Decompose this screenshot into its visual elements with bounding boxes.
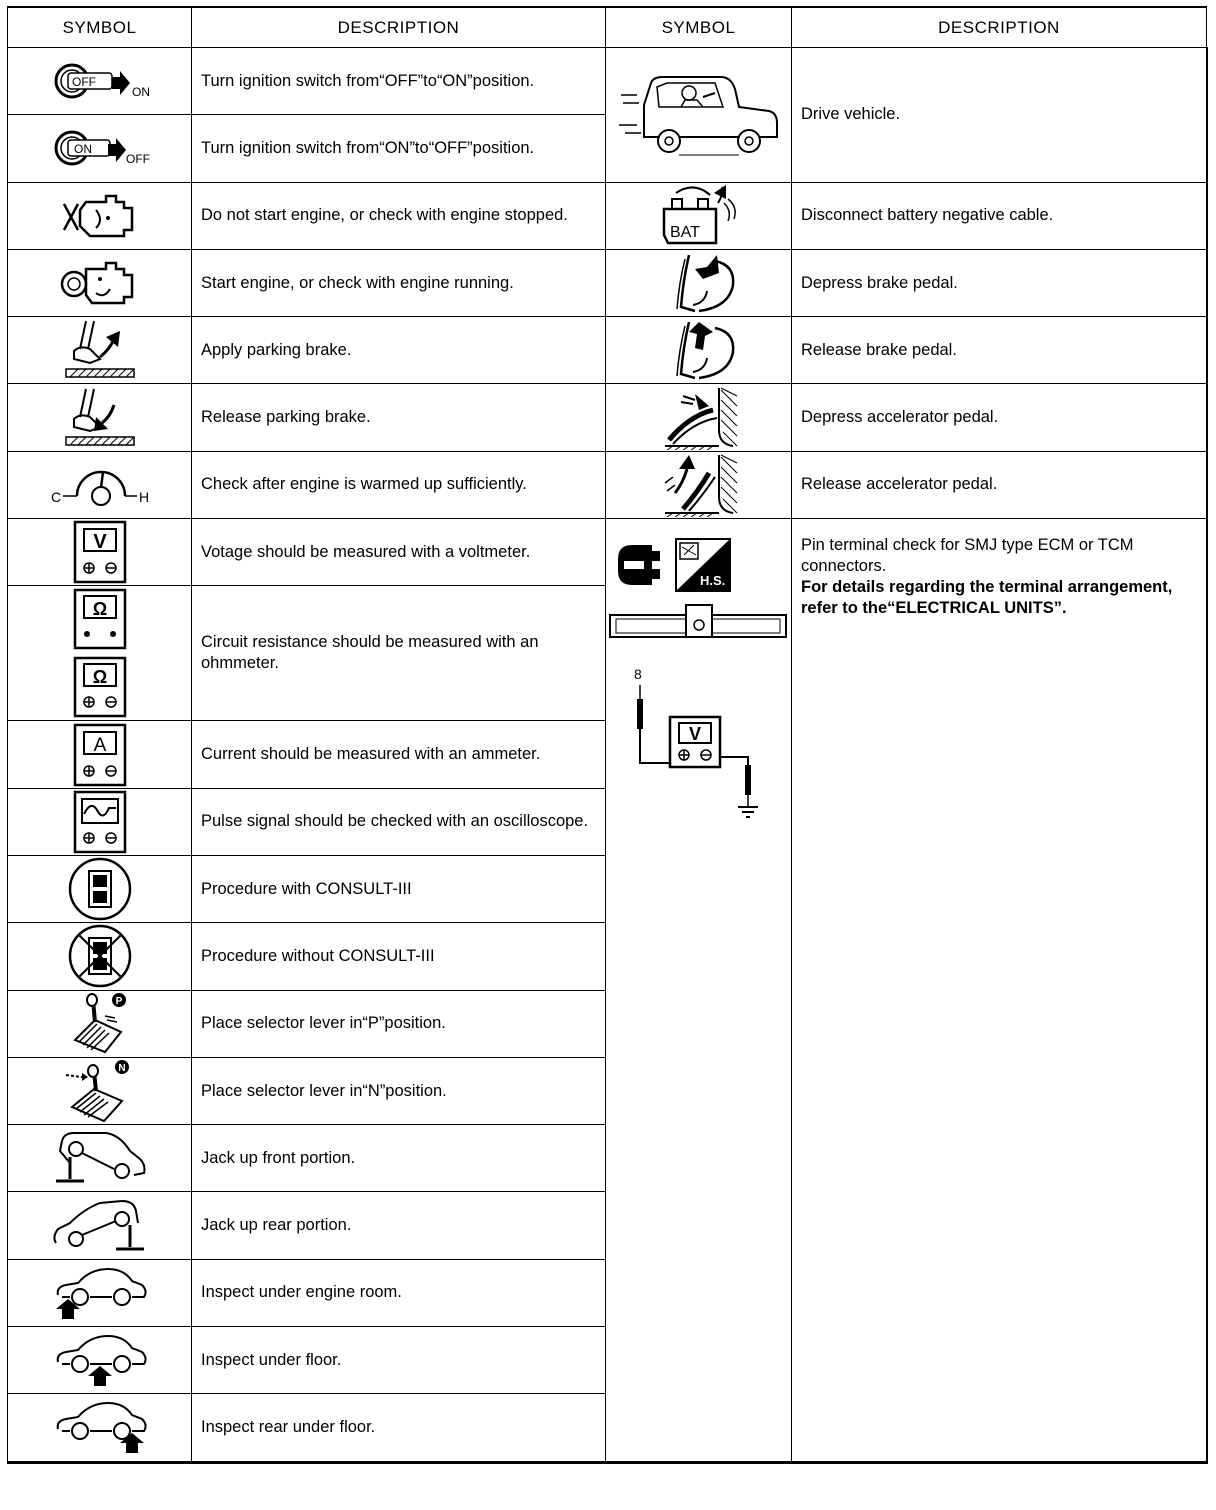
- svg-text:N: N: [117, 1063, 126, 1074]
- battery-icon: [606, 182, 792, 249]
- ignition-off-to-on-icon: [8, 48, 192, 115]
- consult-icon: [8, 855, 192, 922]
- table-row: [8, 182, 1207, 249]
- apply-parking-brake-icon: [8, 317, 192, 384]
- table-row: [8, 249, 1207, 316]
- engine-running-icon: [8, 249, 192, 316]
- drive-vehicle-icon: [606, 48, 792, 183]
- selector-p-icon: [8, 990, 192, 1057]
- engine-stopped-icon: [8, 182, 192, 249]
- temperature-gauge-icon: [8, 451, 192, 518]
- pin-check-description: [792, 519, 1207, 1463]
- svg-text:Ω: Ω: [92, 667, 107, 688]
- left-desc-4: Start engine, or check with engine running.: [192, 249, 606, 316]
- svg-text:8: 8: [633, 666, 642, 683]
- right-desc-6: Release accelerator pedal.: [792, 451, 1207, 518]
- jack-front-icon: [8, 1125, 192, 1192]
- pin-check-text: Pin terminal check for SMJ type ECM or TCM connectors.: [801, 536, 1134, 576]
- left-desc-7: Check after engine is warmed up sufficiently.: [192, 451, 606, 518]
- left-desc-10: Current should be measured with an ammeter.: [192, 721, 606, 788]
- left-desc-3: Do not start engine, or check with engine stopped.: [192, 182, 606, 249]
- right-desc-5: Depress accelerator pedal.: [792, 384, 1207, 451]
- left-desc-17: Jack up rear portion.: [192, 1192, 606, 1259]
- voltmeter-icon: [8, 519, 192, 586]
- left-desc-13: Procedure without CONSULT-III: [192, 923, 606, 990]
- svg-text:H.S.: H.S.: [699, 573, 725, 589]
- pin-check-bold-text: For details regarding the terminal arrangement, refer to the“ELECTRICAL UNITS”.: [801, 578, 1173, 618]
- table-row: [8, 48, 1207, 115]
- svg-text:V: V: [92, 531, 107, 554]
- left-desc-12: Procedure with CONSULT-III: [192, 855, 606, 922]
- right-desc-3: Depress brake pedal.: [792, 249, 1207, 316]
- jack-rear-icon: [8, 1192, 192, 1259]
- header-symbol-right: SYMBOL: [606, 7, 792, 48]
- header-description-right: DESCRIPTION: [792, 7, 1207, 48]
- svg-text:OFF: OFF: [71, 75, 96, 90]
- left-desc-8: Votage should be measured with a voltmeter.: [192, 519, 606, 586]
- inspect-floor-icon: [8, 1327, 192, 1394]
- svg-text:BAT: BAT: [669, 223, 700, 241]
- pin-terminal-check-icon: [606, 519, 792, 1463]
- left-desc-14: Place selector lever in“P”position.: [192, 990, 606, 1057]
- release-parking-brake-icon: [8, 384, 192, 451]
- left-desc-11: Pulse signal should be checked with an oscilloscope.: [192, 788, 606, 855]
- inspect-engine-room-icon: [8, 1259, 192, 1326]
- release-brake-icon: [606, 317, 792, 384]
- svg-text:ON: ON: [73, 142, 92, 157]
- table-row: [8, 451, 1207, 518]
- inspect-rear-floor-icon: [8, 1394, 192, 1462]
- depress-brake-icon: [606, 249, 792, 316]
- left-desc-15: Place selector lever in“N”position.: [192, 1057, 606, 1124]
- left-desc-2: Turn ignition switch from“ON”to“OFF”position.: [192, 115, 606, 182]
- ignition-on-to-off-icon: [8, 115, 192, 182]
- svg-text:V: V: [688, 724, 701, 745]
- depress-accelerator-icon: [606, 384, 792, 451]
- table-row: [8, 519, 1207, 586]
- selector-n-icon: [8, 1057, 192, 1124]
- left-desc-16: Jack up front portion.: [192, 1125, 606, 1192]
- symbol-table: [7, 6, 1208, 1464]
- left-desc-20: Inspect rear under floor.: [192, 1394, 606, 1462]
- release-accelerator-icon: [606, 451, 792, 518]
- ohmmeter-icon: [8, 586, 192, 721]
- table-row: [8, 384, 1207, 451]
- left-desc-9: Circuit resistance should be measured with an ohmmeter.: [192, 586, 606, 721]
- svg-text:OFF: OFF: [125, 152, 150, 167]
- left-desc-6: Release parking brake.: [192, 384, 606, 451]
- header-description-left: DESCRIPTION: [192, 7, 606, 48]
- table-row: [8, 317, 1207, 384]
- left-desc-18: Inspect under engine room.: [192, 1259, 606, 1326]
- no-consult-icon: [8, 923, 192, 990]
- svg-text:A: A: [93, 734, 106, 756]
- svg-text:H: H: [138, 488, 149, 505]
- svg-text:ON: ON: [131, 85, 150, 100]
- left-desc-19: Inspect under floor.: [192, 1327, 606, 1394]
- oscilloscope-icon: [8, 788, 192, 855]
- left-desc-1: Turn ignition switch from“OFF”to“ON”position.: [192, 48, 606, 115]
- svg-text:P: P: [115, 995, 122, 1007]
- right-desc-4: Release brake pedal.: [792, 317, 1207, 384]
- header-symbol-left: SYMBOL: [8, 7, 192, 48]
- ammeter-icon: [8, 721, 192, 788]
- header-row: [8, 7, 1207, 48]
- svg-text:C: C: [50, 488, 61, 505]
- left-desc-5: Apply parking brake.: [192, 317, 606, 384]
- right-desc-1: Drive vehicle.: [792, 48, 1207, 183]
- svg-text:Ω: Ω: [92, 599, 107, 620]
- right-desc-2: Disconnect battery negative cable.: [792, 182, 1207, 249]
